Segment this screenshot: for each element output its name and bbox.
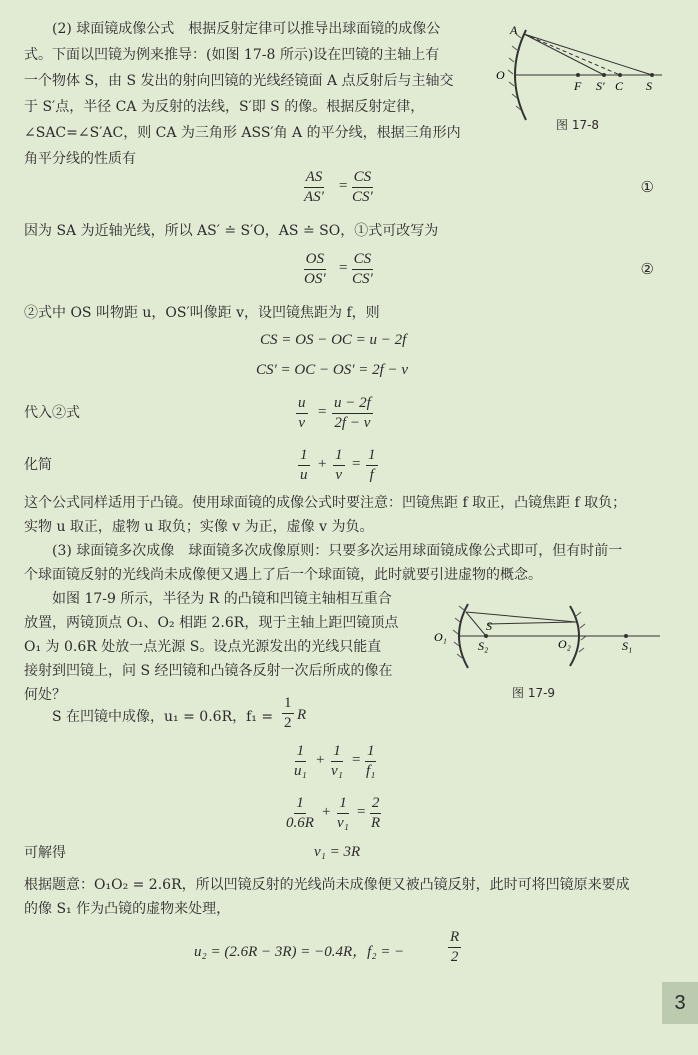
eq6-term1 xyxy=(298,446,310,485)
line7-numerator: 1 xyxy=(282,694,294,714)
para4-line5: 何处？ xyxy=(24,687,66,703)
eq6-term2-numerator: 1 xyxy=(333,446,345,466)
para5-line2: 的像 S₁ 作为凸镜的虚物来处理， xyxy=(24,901,231,917)
para1-line4: 于 S′点，半径 CA 为反射的法线，S′即 S 的像。根据反射定律， xyxy=(24,99,425,115)
eq5-equals: = xyxy=(318,404,327,420)
fig2-label-S1: S₁ xyxy=(622,639,633,653)
eq6-plus: + xyxy=(318,456,327,472)
eq5-right-fraction xyxy=(332,394,373,433)
eq3: CS = OS − OC = u − 2f xyxy=(260,332,407,348)
eq8-term3 xyxy=(364,742,377,781)
eq8-term3-numerator: 1 xyxy=(365,742,377,762)
figure-17-8-diagram xyxy=(494,20,669,128)
para4-line4: 接射到凹镜上，问 S 经凹镜和凸镜各反射一次后所成的像在 xyxy=(24,663,393,679)
eq5-right-numerator: u − 2f xyxy=(332,394,373,414)
eq1-right-denominator: CS′ xyxy=(352,189,373,205)
eq9-term3-numerator: 2 xyxy=(370,794,382,814)
para1-line3: 一个物体 S，由 S 发出的射向凹镜的光线经镜面 A 点反射后与主轴交 xyxy=(24,73,454,89)
fig1-label-S-prime: S′ xyxy=(596,79,605,93)
para5-line1: 根据题意：O₁O₂ = 2.6R，所以凹镜反射的光线尚未成像便又被凸镜反射，此时可将凹镜原来要成 xyxy=(24,877,630,893)
eq5-left-denominator: v xyxy=(298,415,306,431)
eq9-term1-denominator: 0.6R xyxy=(286,815,314,831)
eq1-marker: ① xyxy=(640,178,654,196)
eq8-term3-denominator: f₁ xyxy=(366,763,376,779)
para1-line6: 角平分线的性质有 xyxy=(24,151,136,167)
para2-line1: 这个公式同样适用于凸镜。使用球面镜的成像公式时要注意：凹镜焦距 f 取正，凸镜焦距 f 取负； xyxy=(24,495,627,511)
eq6-term2-denominator: v xyxy=(335,467,343,483)
eq11-expression: u₂ = (2.6R − 3R) = −0.4R，f₂ = − xyxy=(194,944,405,960)
eq6-equals: = xyxy=(352,456,361,472)
eq2-left-fraction xyxy=(302,250,328,289)
figure-17-8-caption: 图 17-8 xyxy=(556,118,600,132)
line-concave-image: S 在凹镜中成像，u₁ = 0.6R，f₁ = xyxy=(52,709,274,725)
eq1-left-fraction xyxy=(302,168,326,207)
eq1-right-numerator: CS xyxy=(352,168,374,188)
line-paraxial: 因为 SA 为近轴光线，所以 AS′ ≐ S′O，AS ≐ SO，①式可改写为 xyxy=(24,223,439,239)
eq4: CS′ = OC − OS′ = 2f − v xyxy=(256,362,409,378)
line-object-distance: ②式中 OS 叫物距 u，OS′叫像距 v，设凹镜焦距为 f，则 xyxy=(24,305,380,321)
label-solve: 可解得 xyxy=(24,845,66,861)
para4-line1: 如图 17-9 所示，半径为 R 的凸镜和凹镜主轴相互重合 xyxy=(52,591,392,607)
eq2-right-fraction xyxy=(350,250,375,289)
eq1-right-fraction xyxy=(350,168,375,207)
para2-line2: 实物 u 取正，虚物 u 取负；实像 v 为正，虚像 v 为负。 xyxy=(24,519,374,535)
eq9-equals: = xyxy=(357,804,366,820)
eq9-term2-numerator: 1 xyxy=(337,794,349,814)
page-number: 3 xyxy=(662,982,698,1024)
eq8-plus: + xyxy=(316,752,325,768)
eq9-term2-denominator: v₁ xyxy=(337,815,349,831)
eq9-term1-numerator: 1 xyxy=(294,794,306,814)
eq2-marker: ② xyxy=(640,260,654,278)
eq1-left-numerator: AS xyxy=(304,168,325,188)
eq9-term3 xyxy=(369,794,382,833)
eq9-plus: + xyxy=(322,804,331,820)
eq8-term1-denominator: u₁ xyxy=(294,763,307,779)
eq2-right-numerator: CS xyxy=(352,250,374,270)
eq1-left-denominator: AS′ xyxy=(304,189,324,205)
fig2-label-S2: S₂ xyxy=(478,639,489,653)
para3-line1: (3) 球面镜多次成像 球面镜多次成像原则：只要多次运用球面镜成像公式即可，但有时前一 xyxy=(52,543,623,559)
eq6-term3 xyxy=(366,446,378,485)
eq1-equals: = xyxy=(339,178,348,194)
para1-line1: (2) 球面镜成像公式 根据反射定律可以推导出球面镜的成像公 xyxy=(52,21,441,37)
eq8-equals: = xyxy=(352,752,361,768)
line7-suffix: R xyxy=(297,707,307,723)
eq2-left-denominator: OS′ xyxy=(304,271,326,287)
fig2-label-O2: O₂ xyxy=(558,637,571,651)
eq11-fraction xyxy=(448,928,461,967)
para4-line2: 放置，两镜顶点 O₁、O₂ 相距 2.6R，现于主轴上距凹镜顶点 xyxy=(24,615,399,631)
figure-17-9-caption: 图 17-9 xyxy=(512,686,556,700)
eq6-term2 xyxy=(333,446,345,485)
eq6-term3-denominator: f xyxy=(369,467,374,483)
eq9-term3-denominator: R xyxy=(371,815,381,831)
label-substitute: 代入②式 xyxy=(24,405,80,421)
eq8-term2-denominator: v₁ xyxy=(331,763,343,779)
line7-fraction xyxy=(282,694,294,733)
fig1-label-A: A xyxy=(510,23,518,37)
eq8-term2-numerator: 1 xyxy=(331,742,343,762)
label-simplify: 化简 xyxy=(24,457,52,473)
eq6-term1-numerator: 1 xyxy=(298,446,310,466)
fig2-label-S: S xyxy=(486,619,492,633)
eq9-term2 xyxy=(335,794,351,833)
para1-line2: 式。下面以凹镜为例来推导：(如图 17-8 所示)设在凹镜的主轴上有 xyxy=(24,47,440,63)
fig1-label-O: O xyxy=(496,68,505,82)
eq11-denominator: 2 xyxy=(450,949,459,965)
line7-denominator: 2 xyxy=(284,715,292,731)
para1-line5: ∠SAC=∠S′AC，则 CA 为三角形 ASS′角 A 的平分线，根据三角形内 xyxy=(24,125,461,141)
eq9-term1 xyxy=(284,794,316,833)
eq8-term2 xyxy=(329,742,345,781)
eq11-numerator: R xyxy=(448,928,461,948)
fig1-label-C: C xyxy=(615,79,624,93)
figure-17-9-diagram xyxy=(430,598,670,674)
para4-line3: O₁ 为 0.6R 处放一点光源 S。设点光源发出的光线只能直 xyxy=(24,639,382,655)
eq6-term3-numerator: 1 xyxy=(366,446,378,466)
fig1-label-F: F xyxy=(574,79,582,93)
eq6-term1-denominator: u xyxy=(300,467,308,483)
eq8-term1 xyxy=(292,742,309,781)
fig1-label-S: S xyxy=(646,79,652,93)
eq5-left-numerator: u xyxy=(296,394,308,414)
para3-line2: 个球面镜反射的光线尚未成像便又遇上了后一个球面镜，此时就要引进虚物的概念。 xyxy=(24,567,542,583)
eq5-right-denominator: 2f − v xyxy=(334,415,371,431)
eq5-left-fraction xyxy=(296,394,308,433)
eq2-left-numerator: OS xyxy=(304,250,326,270)
fig2-label-O1: O₁ xyxy=(434,630,447,644)
eq8-term1-numerator: 1 xyxy=(295,742,307,762)
eq10: v₁ = 3R xyxy=(314,844,361,860)
eq2-equals: = xyxy=(339,260,348,276)
eq2-right-denominator: CS′ xyxy=(352,271,373,287)
